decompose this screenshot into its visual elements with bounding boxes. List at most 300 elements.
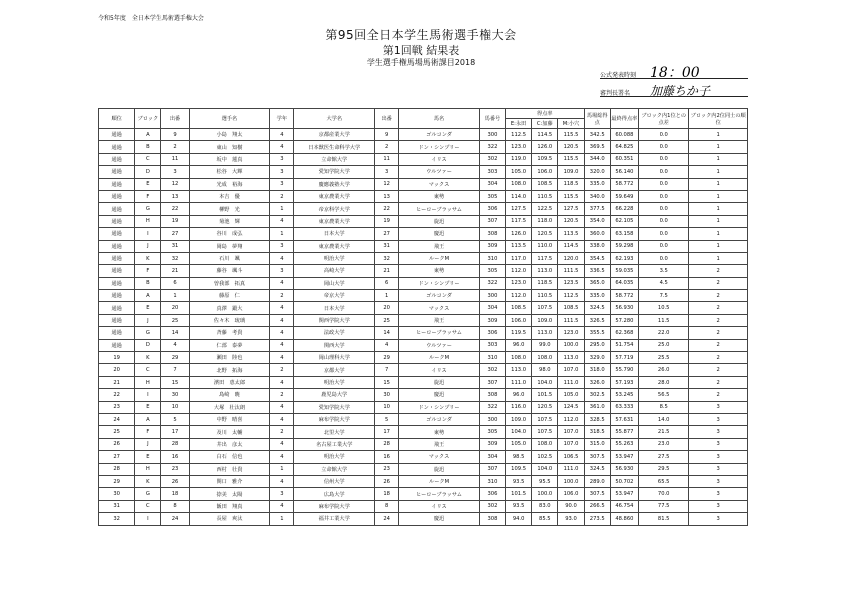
cell-final: 57.193 xyxy=(610,376,638,388)
cell-rider: 谷川 成弘 xyxy=(189,228,270,240)
cell-score-e: 96.0 xyxy=(506,389,532,401)
cell-university: 高崎大学 xyxy=(294,265,375,277)
cell-horse: イリス xyxy=(399,500,480,512)
cell-score-e: 108.0 xyxy=(506,178,532,190)
cell-grade: 4 xyxy=(270,438,294,450)
cell-score-e: 109.0 xyxy=(506,413,532,425)
cell-horse: マックス xyxy=(399,451,480,463)
cell-block-diff: 26.0 xyxy=(639,364,689,376)
cell-peer-rank: 1 xyxy=(689,228,748,240)
cell-rank: 通過 xyxy=(99,203,135,215)
cell-score-m: 114.5 xyxy=(558,240,584,252)
cell-total: 273.5 xyxy=(584,513,610,525)
cell-bib2: 2 xyxy=(375,141,399,153)
table-row xyxy=(99,141,748,153)
cell-grade: 4 xyxy=(270,129,294,141)
cell-horse-no: 309 xyxy=(479,240,505,252)
cell-horse-no: 322 xyxy=(479,277,505,289)
cell-rank: 通過 xyxy=(99,252,135,264)
cell-grade: 4 xyxy=(270,327,294,339)
cell-bib2: 4 xyxy=(375,339,399,351)
cell-horse: ウルツァー xyxy=(399,339,480,351)
cell-final: 57.719 xyxy=(610,352,638,364)
cell-score-m: 111.0 xyxy=(558,463,584,475)
results-table xyxy=(98,108,748,526)
cell-score-c: 100.0 xyxy=(532,488,558,500)
cell-grade: 1 xyxy=(270,203,294,215)
cell-score-c: 107.5 xyxy=(532,302,558,314)
cell-score-c: 108.0 xyxy=(532,352,558,364)
cell-rank: 26 xyxy=(99,438,135,450)
cell-peer-rank: 3 xyxy=(689,475,748,487)
cell-rank: 通過 xyxy=(99,339,135,351)
cell-rider: 飯田 翔真 xyxy=(189,500,270,512)
cell-block-diff: 0.0 xyxy=(639,190,689,202)
chief-label: 審判長署名 xyxy=(600,90,631,97)
cell-total: 344.0 xyxy=(584,153,610,165)
cell-horse: ゴルコンダ xyxy=(399,413,480,425)
cell-block-diff: 0.0 xyxy=(639,228,689,240)
cell-bib2: 23 xyxy=(375,463,399,475)
cell-peer-rank: 1 xyxy=(689,153,748,165)
cell-bib2: 18 xyxy=(375,488,399,500)
cell-score-m: 120.5 xyxy=(558,141,584,153)
cell-score-e: 113.5 xyxy=(506,240,532,252)
cell-grade: 2 xyxy=(270,364,294,376)
cell-horse-no: 303 xyxy=(479,166,505,178)
col-judge-c: C:加藤 xyxy=(532,119,558,129)
cell-total: 365.0 xyxy=(584,277,610,289)
cell-university: 明治大学 xyxy=(294,451,375,463)
cell-bib: 29 xyxy=(161,352,189,364)
cell-horse-no: 305 xyxy=(479,426,505,438)
cell-bib: 2 xyxy=(161,141,189,153)
cell-rider: 島崎 暁 xyxy=(189,389,270,401)
cell-rank: 通過 xyxy=(99,314,135,326)
cell-score-e: 119.0 xyxy=(506,153,532,165)
cell-horse-no: 300 xyxy=(479,413,505,425)
cell-horse: ウルツァー xyxy=(399,166,480,178)
cell-block: D xyxy=(135,339,161,351)
cell-score-m: 111.0 xyxy=(558,376,584,388)
cell-block: A xyxy=(135,129,161,141)
col-horse: 馬名 xyxy=(399,109,480,129)
cell-block-diff: 28.0 xyxy=(639,376,689,388)
cell-final: 53.947 xyxy=(610,451,638,463)
cell-block-diff: 77.5 xyxy=(639,500,689,512)
cell-total: 338.0 xyxy=(584,240,610,252)
cell-total: 377.5 xyxy=(584,203,610,215)
cell-horse: 慶迅 xyxy=(399,228,480,240)
cell-rider: 本吉 優 xyxy=(189,190,270,202)
cell-final: 57.631 xyxy=(610,413,638,425)
cell-bib2: 12 xyxy=(375,178,399,190)
cell-final: 59.035 xyxy=(610,265,638,277)
cell-total: 360.0 xyxy=(584,228,610,240)
cell-block-diff: 25.0 xyxy=(639,339,689,351)
cell-university: 岡山大学 xyxy=(294,277,375,289)
cell-rank: 通過 xyxy=(99,302,135,314)
cell-final: 62.105 xyxy=(610,215,638,227)
cell-score-m: 127.5 xyxy=(558,203,584,215)
cell-score-c: 109.5 xyxy=(532,153,558,165)
results-body xyxy=(99,129,748,526)
cell-score-e: 111.0 xyxy=(506,376,532,388)
cell-block: H xyxy=(135,463,161,475)
cell-block-diff: 70.0 xyxy=(639,488,689,500)
cell-bib: 12 xyxy=(161,178,189,190)
cell-university: 日本大学 xyxy=(294,228,375,240)
cell-total: 328.5 xyxy=(584,413,610,425)
cell-horse: 飛王 xyxy=(399,314,480,326)
cell-score-c: 120.5 xyxy=(532,401,558,413)
cell-block: F xyxy=(135,265,161,277)
cell-score-c: 85.5 xyxy=(532,513,558,525)
table-row xyxy=(99,290,748,302)
cell-block-diff: 23.0 xyxy=(639,438,689,450)
cell-score-m: 118.5 xyxy=(558,178,584,190)
cell-final: 57.280 xyxy=(610,314,638,326)
cell-block: J xyxy=(135,438,161,450)
cell-score-e: 104.0 xyxy=(506,426,532,438)
cell-block-diff: 11.5 xyxy=(639,314,689,326)
cell-final: 55.790 xyxy=(610,364,638,376)
cell-block-diff: 0.0 xyxy=(639,215,689,227)
cell-score-m: 111.5 xyxy=(558,314,584,326)
table-row xyxy=(99,451,748,463)
cell-horse-no: 307 xyxy=(479,376,505,388)
cell-peer-rank: 3 xyxy=(689,488,748,500)
cell-horse-no: 308 xyxy=(479,513,505,525)
cell-bib: 6 xyxy=(161,277,189,289)
cell-block: I xyxy=(135,513,161,525)
cell-final: 53.245 xyxy=(610,389,638,401)
cell-grade: 2 xyxy=(270,290,294,302)
cell-peer-rank: 2 xyxy=(689,352,748,364)
cell-score-e: 96.0 xyxy=(506,339,532,351)
cell-total: 335.0 xyxy=(584,178,610,190)
cell-final: 63.158 xyxy=(610,228,638,240)
cell-score-m: 109.0 xyxy=(558,166,584,178)
table-row xyxy=(99,475,748,487)
cell-block: C xyxy=(135,153,161,165)
cell-bib2: 3 xyxy=(375,166,399,178)
cell-score-c: 108.0 xyxy=(532,438,558,450)
cell-bib: 23 xyxy=(161,463,189,475)
cell-score-e: 116.0 xyxy=(506,401,532,413)
col-judge-m: M:小穴 xyxy=(558,119,584,129)
cell-rank: 通過 xyxy=(99,240,135,252)
cell-rank: 25 xyxy=(99,426,135,438)
cell-horse-no: 322 xyxy=(479,141,505,153)
cell-rider: 北野 拓海 xyxy=(189,364,270,376)
cell-grade: 4 xyxy=(270,252,294,264)
cell-score-c: 114.5 xyxy=(532,129,558,141)
cell-final: 48.860 xyxy=(610,513,638,525)
cell-grade: 4 xyxy=(270,475,294,487)
cell-score-e: 106.0 xyxy=(506,314,532,326)
cell-bib: 17 xyxy=(161,426,189,438)
col-university: 大学名 xyxy=(294,109,375,129)
cell-score-m: 90.0 xyxy=(558,500,584,512)
cell-score-e: 93.5 xyxy=(506,475,532,487)
cell-bib2: 24 xyxy=(375,513,399,525)
cell-score-c: 101.5 xyxy=(532,389,558,401)
cell-rank: 通過 xyxy=(99,166,135,178)
cell-bib: 7 xyxy=(161,364,189,376)
cell-horse-no: 322 xyxy=(479,401,505,413)
cell-total: 318.0 xyxy=(584,364,610,376)
cell-bib2: 15 xyxy=(375,376,399,388)
cell-score-e: 105.0 xyxy=(506,166,532,178)
cell-score-e: 123.0 xyxy=(506,277,532,289)
cell-bib: 5 xyxy=(161,413,189,425)
col-score-group: 得点率 xyxy=(506,109,585,119)
cell-total: 361.0 xyxy=(584,401,610,413)
cell-bib2: 14 xyxy=(375,327,399,339)
cell-block-diff: 0.0 xyxy=(639,240,689,252)
table-row xyxy=(99,327,748,339)
cell-university: 日本獣医生命科学大学 xyxy=(294,141,375,153)
cell-score-m: 107.0 xyxy=(558,438,584,450)
cell-score-e: 101.5 xyxy=(506,488,532,500)
cell-grade: 3 xyxy=(270,153,294,165)
cell-university: 京都大学 xyxy=(294,364,375,376)
col-total: 馬場総得点 xyxy=(584,109,610,129)
cell-university: 名古屋工業大学 xyxy=(294,438,375,450)
cell-score-m: 108.5 xyxy=(558,302,584,314)
cell-horse: 東勢 xyxy=(399,426,480,438)
cell-score-e: 114.0 xyxy=(506,190,532,202)
cell-rank: 通過 xyxy=(99,141,135,153)
cell-peer-rank: 3 xyxy=(689,500,748,512)
cell-final: 63.333 xyxy=(610,401,638,413)
cell-bib: 24 xyxy=(161,513,189,525)
cell-block: D xyxy=(135,166,161,178)
cell-grade: 3 xyxy=(270,488,294,500)
cell-score-e: 127.5 xyxy=(506,203,532,215)
cell-bib: 20 xyxy=(161,302,189,314)
cell-score-e: 112.5 xyxy=(506,129,532,141)
cell-horse-no: 302 xyxy=(479,153,505,165)
cell-block-diff: 56.5 xyxy=(639,389,689,401)
cell-university: 東京農業大学 xyxy=(294,240,375,252)
cell-peer-rank: 3 xyxy=(689,438,748,450)
cell-horse: イリス xyxy=(399,153,480,165)
cell-horse: 東勢 xyxy=(399,265,480,277)
cell-block-diff: 81.5 xyxy=(639,513,689,525)
cell-block-diff: 0.0 xyxy=(639,153,689,165)
cell-rider: 光成 裕海 xyxy=(189,178,270,190)
col-rider: 選手名 xyxy=(189,109,270,129)
cell-rider: 井出 彦太 xyxy=(189,438,270,450)
cell-final: 53.947 xyxy=(610,488,638,500)
cell-university: 関西学院大学 xyxy=(294,314,375,326)
cell-peer-rank: 2 xyxy=(689,314,748,326)
cell-rank: 30 xyxy=(99,488,135,500)
cell-score-e: 108.5 xyxy=(506,302,532,314)
cell-final: 62.368 xyxy=(610,327,638,339)
cell-score-m: 111.5 xyxy=(558,265,584,277)
cell-horse: ルークM xyxy=(399,252,480,264)
cell-final: 62.193 xyxy=(610,252,638,264)
cell-horse-no: 302 xyxy=(479,500,505,512)
cell-peer-rank: 1 xyxy=(689,129,748,141)
cell-peer-rank: 1 xyxy=(689,240,748,252)
cell-score-e: 105.0 xyxy=(506,438,532,450)
cell-total: 318.5 xyxy=(584,426,610,438)
cell-horse-no: 309 xyxy=(479,314,505,326)
cell-peer-rank: 3 xyxy=(689,413,748,425)
table-row xyxy=(99,364,748,376)
cell-score-e: 117.5 xyxy=(506,215,532,227)
cell-score-m: 123.5 xyxy=(558,277,584,289)
cell-rank: 通過 xyxy=(99,290,135,302)
col-block-rank: ブロック内1位との点差 xyxy=(639,109,689,129)
cell-final: 55.263 xyxy=(610,438,638,450)
cell-bib2: 17 xyxy=(375,426,399,438)
cell-horse-no: 306 xyxy=(479,203,505,215)
cell-rider: 菊池 輝 xyxy=(189,215,270,227)
chief-signature: 加藤ちか子 xyxy=(650,84,711,98)
cell-score-c: 113.0 xyxy=(532,265,558,277)
cell-score-m: 123.0 xyxy=(558,327,584,339)
cell-block: H xyxy=(135,215,161,227)
cell-horse-no: 304 xyxy=(479,451,505,463)
table-row xyxy=(99,401,748,413)
col-bib2: 出番 xyxy=(375,109,399,129)
cell-university: 立命館大学 xyxy=(294,463,375,475)
cell-university: 明治大学 xyxy=(294,376,375,388)
cell-score-m: 115.5 xyxy=(558,190,584,202)
cell-total: 307.5 xyxy=(584,488,610,500)
cell-total: 342.5 xyxy=(584,129,610,141)
table-row xyxy=(99,302,748,314)
cell-final: 60.088 xyxy=(610,129,638,141)
cell-total: 320.0 xyxy=(584,166,610,178)
cell-university: 帝京大学 xyxy=(294,290,375,302)
cell-total: 289.0 xyxy=(584,475,610,487)
cell-bib: 22 xyxy=(161,203,189,215)
cell-total: 336.5 xyxy=(584,265,610,277)
cell-horse: 慶迅 xyxy=(399,389,480,401)
cell-block-diff: 0.0 xyxy=(639,252,689,264)
cell-horse: ドン・シンプリー xyxy=(399,401,480,413)
col-bib: 出番 xyxy=(161,109,189,129)
cell-block-diff: 29.5 xyxy=(639,463,689,475)
cell-final: 58.772 xyxy=(610,290,638,302)
cell-rider: 松谷 大輝 xyxy=(189,166,270,178)
cell-rank: 通過 xyxy=(99,178,135,190)
cell-peer-rank: 2 xyxy=(689,265,748,277)
cell-score-m: 107.0 xyxy=(558,364,584,376)
cell-horse-no: 307 xyxy=(479,463,505,475)
cell-total: 340.0 xyxy=(584,190,610,202)
table-row xyxy=(99,339,748,351)
cell-peer-rank: 2 xyxy=(689,364,748,376)
cell-rank: 29 xyxy=(99,475,135,487)
cell-score-m: 113.5 xyxy=(558,228,584,240)
cell-score-c: 118.5 xyxy=(532,277,558,289)
cell-final: 64.035 xyxy=(610,277,638,289)
cell-peer-rank: 2 xyxy=(689,339,748,351)
cell-rider: 藤原 仁 xyxy=(189,290,270,302)
cell-score-c: 98.0 xyxy=(532,364,558,376)
col-judge-e: E:永田 xyxy=(506,119,532,129)
cell-rank: 27 xyxy=(99,451,135,463)
cell-bib2: 28 xyxy=(375,438,399,450)
cell-horse-no: 300 xyxy=(479,129,505,141)
cell-block: K xyxy=(135,252,161,264)
cell-score-m: 120.0 xyxy=(558,252,584,264)
cell-bib: 13 xyxy=(161,190,189,202)
table-row xyxy=(99,153,748,165)
cell-peer-rank: 1 xyxy=(689,215,748,227)
table-row xyxy=(99,190,748,202)
cell-score-c: 126.0 xyxy=(532,141,558,153)
cell-final: 56.140 xyxy=(610,166,638,178)
cell-grade: 1 xyxy=(270,463,294,475)
cell-horse-no: 306 xyxy=(479,488,505,500)
cell-total: 329.0 xyxy=(584,352,610,364)
cell-bib: 1 xyxy=(161,290,189,302)
cell-bib2: 25 xyxy=(375,314,399,326)
cell-bib: 14 xyxy=(161,327,189,339)
cell-horse: 旋迅 xyxy=(399,463,480,475)
cell-block: A xyxy=(135,290,161,302)
cell-score-m: 106.5 xyxy=(558,451,584,463)
cell-rank: 通過 xyxy=(99,153,135,165)
col-peer-rank: ブロック内2位同士の順位 xyxy=(689,109,748,129)
cell-grade: 4 xyxy=(270,215,294,227)
cell-peer-rank: 3 xyxy=(689,513,748,525)
cell-bib: 25 xyxy=(161,314,189,326)
cell-grade: 4 xyxy=(270,413,294,425)
cell-university: 信州大学 xyxy=(294,475,375,487)
cell-score-c: 107.5 xyxy=(532,413,558,425)
cell-score-m: 120.5 xyxy=(558,215,584,227)
cell-score-c: 95.5 xyxy=(532,475,558,487)
cell-grade: 4 xyxy=(270,314,294,326)
cell-bib2: 27 xyxy=(375,228,399,240)
cell-bib: 27 xyxy=(161,228,189,240)
cell-rider: 柳野 光 xyxy=(189,203,270,215)
cell-rider: 長屋 爽汰 xyxy=(189,513,270,525)
cell-score-c: 117.5 xyxy=(532,252,558,264)
cell-block-diff: 14.0 xyxy=(639,413,689,425)
cell-horse-no: 310 xyxy=(479,475,505,487)
cell-university: 福井工業大学 xyxy=(294,513,375,525)
cell-bib2: 30 xyxy=(375,389,399,401)
cell-grade: 4 xyxy=(270,339,294,351)
cell-peer-rank: 1 xyxy=(689,141,748,153)
cell-bib2: 11 xyxy=(375,153,399,165)
cell-block: B xyxy=(135,141,161,153)
cell-final: 64.825 xyxy=(610,141,638,153)
cell-block-diff: 0.0 xyxy=(639,129,689,141)
cell-university: 法政大学 xyxy=(294,327,375,339)
cell-score-e: 113.0 xyxy=(506,364,532,376)
cell-horse-no: 310 xyxy=(479,352,505,364)
cell-block: K xyxy=(135,475,161,487)
cell-grade: 2 xyxy=(270,426,294,438)
table-row xyxy=(99,215,748,227)
cell-horse: 旋迅 xyxy=(399,215,480,227)
cell-horse-no: 308 xyxy=(479,228,505,240)
cell-block-diff: 7.5 xyxy=(639,290,689,302)
cell-block-diff: 21.5 xyxy=(639,426,689,438)
cell-score-e: 117.0 xyxy=(506,252,532,264)
